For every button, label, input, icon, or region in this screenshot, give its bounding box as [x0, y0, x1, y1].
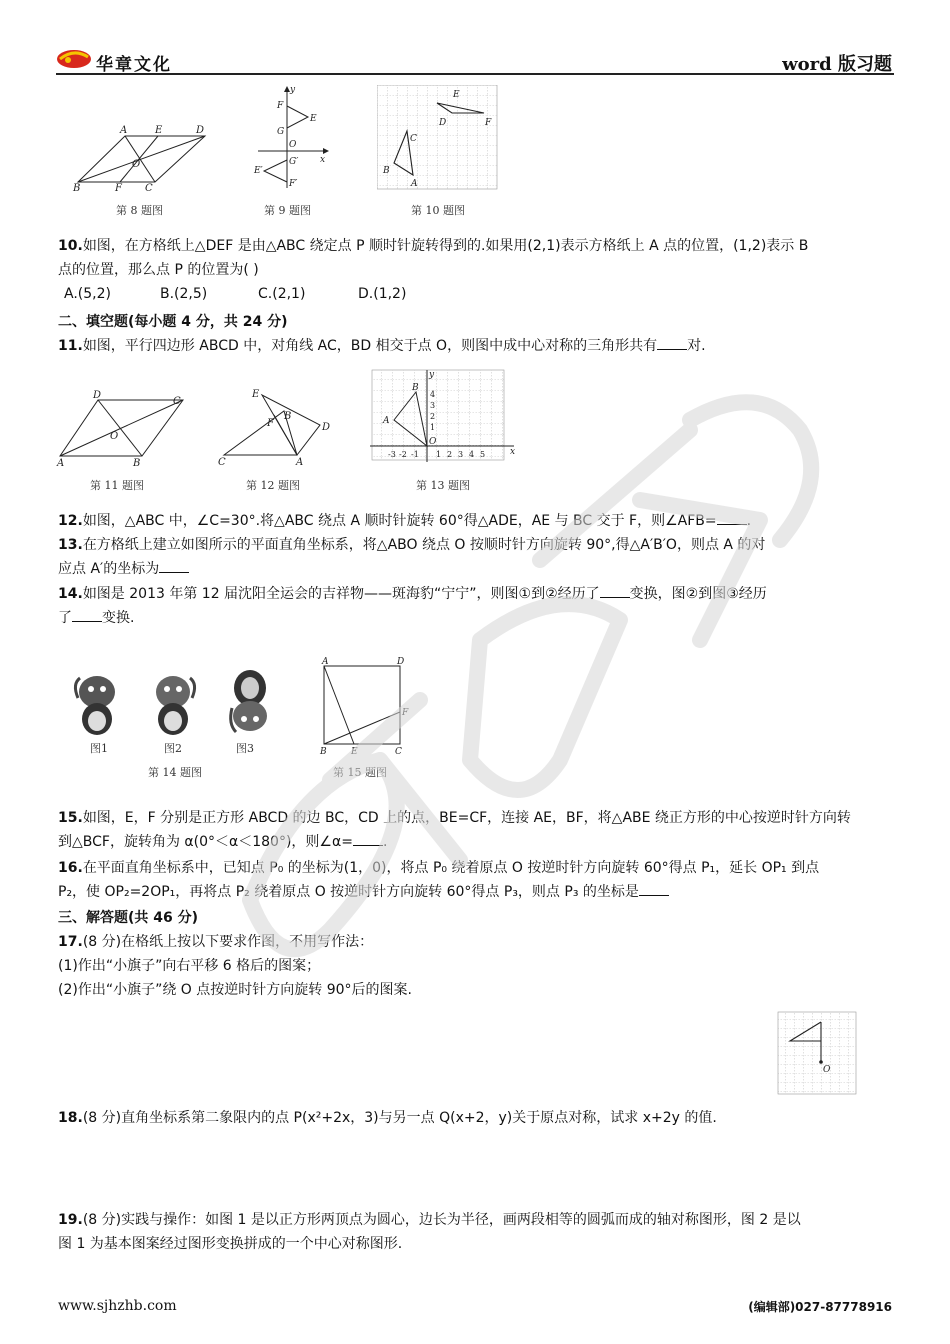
fig9-label-ep: E′ [254, 166, 263, 176]
q17-line3: (2)作出“小旗子”绕 O 点按逆时针方向旋转 90°后的图案. [58, 982, 412, 998]
fig15-caption: 第 15 题图 [333, 766, 387, 779]
figure-10 [377, 85, 499, 191]
q10-line1: 如图，在方格纸上△DEF 是由△ABC 绕定点 P 顺时针旋转得到的.如果用(2,1)表示方格纸上 A 点的位置，(1,2)表示 B [82, 238, 809, 254]
q19-line2: 图 1 为基本图案经过图形变换拼成的一个中心对称图形. [58, 1236, 403, 1252]
q13-answer-blank[interactable] [159, 558, 189, 573]
fig15-label-a: A [322, 657, 329, 667]
q12-tail: . [746, 513, 752, 529]
question-13 [58, 533, 894, 581]
fig10-caption: 第 10 题图 [411, 204, 465, 217]
fig13-ytick: 4 [430, 390, 436, 399]
fig13-xtick: 4 [469, 450, 475, 459]
fig13-xtick: 1 [436, 450, 442, 459]
figure-15 [312, 656, 414, 756]
question-15 [58, 806, 894, 854]
fig8-label-d: D [196, 125, 205, 136]
q11-number: 11. [58, 338, 83, 354]
q16-line1: 在平面直角坐标系中，已知点 P₀ 的坐标为(1，0)，将点 P₀ 绕着原点 O 按逆时针方向旋转 60°得点 P₁，延长 OP₁ 到点 [82, 860, 820, 876]
section-2-heading: 二、填空题(每小题 4 分，共 24 分) [58, 314, 288, 330]
q14-mid: 变换，图②到图③经历 [629, 586, 767, 602]
q11-tail: 对. [687, 338, 706, 354]
fig13-xtick: 5 [480, 450, 486, 459]
q15-tail: . [382, 834, 388, 850]
fig9-label-e: E [310, 114, 317, 124]
fig12-label-d: D [322, 422, 331, 433]
fig14-sub-2: 图2 [164, 742, 182, 755]
q14-line2b: 变换. [102, 610, 135, 626]
fig11-label-d: D [93, 390, 102, 401]
header-divider [56, 73, 894, 75]
fig11-label-o: O [110, 431, 119, 442]
fig9-label-x: x [320, 155, 326, 165]
fig15-label-c: C [395, 747, 402, 756]
q11-answer-blank[interactable] [657, 335, 687, 350]
brand-logo-icon [56, 46, 92, 70]
fig12-label-c: C [218, 457, 226, 467]
q14-answer-blank-1[interactable] [600, 583, 630, 598]
fig10-label-f: F [485, 118, 492, 128]
section-3-heading: 三、解答题(共 46 分) [58, 910, 199, 926]
fig13-label-a: A [383, 416, 390, 426]
q14-line1: 如图是 2013 年第 12 届沈阳全运会的吉祥物——斑海豹“宁宁”，则图①到②经历了 [82, 586, 600, 602]
fig8-label-c: C [145, 183, 153, 194]
brand-name: 华章文化 [96, 55, 172, 75]
fig13-xtick: 2 [447, 450, 453, 459]
q18-number: 18. [58, 1110, 83, 1126]
q14-line2a: 了 [58, 610, 72, 626]
q19-line1: (8 分)实践与操作：如图 1 是以正方形两顶点为圆心，边长为半径，画两段相等的圆弧而成的轴对称图形，图 2 是以 [82, 1212, 801, 1228]
q17-line1: (8 分)在格纸上按以下要求作图，不用写作法： [82, 934, 374, 950]
fig9-label-o: O [289, 140, 297, 150]
fig9-caption: 第 9 题图 [264, 204, 311, 217]
fig10-label-e: E [453, 90, 460, 100]
q13-line2: 应点 A′的坐标为 [58, 561, 160, 577]
question-14 [58, 582, 894, 630]
fig11-label-a: A [57, 458, 65, 468]
fig15-label-f: F [402, 708, 409, 718]
q10-option-a: A.(5,2) [64, 286, 111, 302]
fig10-label-c: C [410, 134, 417, 144]
question-16 [58, 856, 894, 904]
q10-option-b: B.(2,5) [160, 286, 208, 302]
footer-phone: (编辑部)027-87778916 [748, 1300, 892, 1314]
q14-answer-blank-2[interactable] [72, 607, 102, 622]
fig12-caption: 第 12 题图 [246, 479, 300, 492]
q17-grid-figure [776, 1010, 858, 1096]
fig14-caption: 第 14 题图 [148, 766, 202, 779]
q11-text: 如图，平行四边形 ABCD 中，对角线 AC，BD 相交于点 O，则图中成中心对称的三角形共有 [82, 338, 658, 354]
mascot-3-icon [231, 670, 267, 732]
question-18 [58, 1106, 894, 1130]
mascot-1-icon [75, 676, 115, 735]
q12-number: 12. [58, 513, 83, 529]
fig15-label-d: D [397, 657, 405, 667]
fig14-sub-1: 图1 [90, 742, 108, 755]
fig13-label-o: O [429, 437, 437, 447]
q15-number: 15. [58, 810, 83, 826]
q12-text: 如图，△ABC 中，∠C=30°.将△ABC 绕点 A 顺时针旋转 60°得△ADE，AE 与 BC 交于 F，则∠AFB= [82, 513, 717, 529]
q16-number: 16. [58, 860, 83, 876]
question-10 [58, 234, 894, 282]
fig9-label-y: y [290, 85, 296, 95]
fig13-ytick: 2 [430, 412, 436, 421]
fig12-label-f: F [267, 418, 274, 429]
q10-option-d: D.(1,2) [358, 286, 407, 302]
q16-line2: P₂，使 OP₂=2OP₁，再将点 P₂ 绕着原点 O 按逆时针方向旋转 60°得点 P₃，则点 P₃ 的坐标是 [58, 884, 639, 900]
fig8-label-o: O [132, 159, 141, 170]
fig13-xtick: -2 [399, 450, 407, 459]
question-17 [58, 930, 894, 1002]
fig8-label-b: B [73, 183, 81, 194]
figure-12 [212, 385, 337, 467]
q17-line2: (1)作出“小旗子”向右平移 6 格后的图案； [58, 958, 321, 974]
mascot-2-icon [156, 676, 195, 735]
q15-answer-blank[interactable] [353, 831, 383, 846]
fig12-label-a: A [296, 457, 304, 467]
fig14-sub-3: 图3 [236, 742, 254, 755]
footer-website[interactable]: www.sjhzhb.com [58, 1298, 177, 1314]
fig8-caption: 第 8 题图 [116, 204, 163, 217]
fig13-xtick: -1 [411, 450, 419, 459]
q19-number: 19. [58, 1212, 83, 1228]
fig11-caption: 第 11 题图 [90, 479, 144, 492]
fig15-label-e: E [351, 747, 358, 756]
question-11 [58, 334, 894, 358]
fig12-label-b: B [284, 411, 292, 422]
fig11-label-c: C [173, 396, 181, 407]
fig8-label-e: E [155, 125, 163, 136]
question-12 [58, 509, 894, 533]
fig12-label-e: E [252, 389, 260, 400]
fig13-ytick: 3 [430, 401, 436, 410]
figure-8 [70, 122, 215, 194]
fig9-label-g: G [277, 127, 285, 137]
q13-line1: 在方格纸上建立如图所示的平面直角坐标系，将△ABO 绕点 O 按顺时针方向旋转 90°,得△A′B′O，则点 A 的对 [82, 537, 766, 553]
fig13-caption: 第 13 题图 [416, 479, 470, 492]
q14-number: 14. [58, 586, 83, 602]
figure-9 [250, 84, 330, 194]
q15-line2: 到△BCF，旋转角为 α(0°＜α＜180°)，则∠α= [58, 834, 353, 850]
q13-number: 13. [58, 537, 83, 553]
question-19 [58, 1208, 894, 1256]
fig13-label-x: x [510, 447, 516, 457]
fig13-label-b: B [412, 383, 419, 393]
fig13-label-y: y [429, 370, 435, 380]
figure-14-mascots [70, 664, 285, 744]
q12-answer-blank[interactable] [717, 510, 747, 525]
q10-option-c: C.(2,1) [258, 286, 306, 302]
fig10-label-d: D [439, 118, 447, 128]
fig13-xtick: -3 [388, 450, 396, 459]
fig13-xtick: 3 [458, 450, 464, 459]
figure-11 [55, 390, 190, 468]
fig9-label-f: F [277, 101, 284, 111]
figure-13 [370, 368, 520, 464]
fig13-ytick: 1 [430, 423, 436, 432]
q10-line2: 点的位置，那么点 P 的位置为( ) [58, 262, 259, 278]
q17-number: 17. [58, 934, 83, 950]
fig8-label-f: F [115, 183, 122, 194]
header-doc-type: word 版习题 [782, 54, 892, 75]
q10-number: 10. [58, 238, 83, 254]
q17-label-o: O [823, 1065, 831, 1075]
fig10-label-a: A [411, 179, 418, 189]
fig10-label-b: B [383, 166, 390, 176]
fig8-label-a: A [120, 125, 128, 136]
fig11-label-b: B [133, 458, 141, 468]
fig15-label-b: B [320, 747, 327, 756]
q18-text: (8 分)直角坐标系第二象限内的点 P(x²+2x，3)与另一点 Q(x+2，y)关于原点对称，试求 x+2y 的值. [82, 1110, 717, 1126]
q16-answer-blank[interactable] [639, 881, 669, 896]
fig9-label-fp: F′ [289, 179, 298, 189]
q15-line1: 如图，E，F 分别是正方形 ABCD 的边 BC，CD 上的点，BE=CF，连接 AE，BF，将△ABE 绕正方形的中心按逆时针方向转 [82, 810, 851, 826]
fig9-label-gp: G′ [289, 157, 299, 167]
